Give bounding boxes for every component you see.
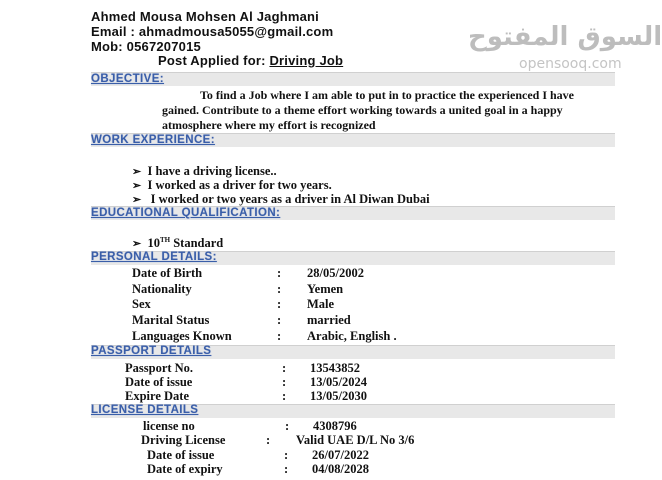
arrow-bullet-icon: ➢ [132,166,142,178]
personal-value-nationality: Yemen [307,282,344,296]
opensooq-watermark-english: opensooq.com [519,56,622,72]
passport-details-heading: PASSPORT DETAILS [91,345,212,357]
license-details-heading: LICENSE DETAILS [91,404,199,416]
mobile-line: Mob: 0567207015 [91,39,201,54]
license-label-driving: Driving License [141,433,226,447]
personal-label-marital: Marital Status [132,313,210,327]
separator: : [277,313,282,327]
separator: : [277,329,282,343]
separator: : [282,361,287,375]
separator: : [284,462,289,476]
license-value-issue: 26/07/2022 [312,448,369,462]
list-item [132,236,223,251]
personal-value-languages: Arabic, English . [307,329,397,343]
license-label-issue: Date of issue [147,448,215,462]
separator: : [284,448,289,462]
passport-value-expire: 13/05/2030 [310,389,367,403]
separator: : [285,419,290,433]
license-label-expiry: Date of expiry [147,462,223,476]
arrow-bullet-icon: ➢ [132,180,142,192]
license-label-number: license no [143,419,195,433]
opensooq-watermark-arabic: السوق المفتوح [468,22,662,52]
work-experience-heading: WORK EXPERIENCE: [91,134,215,146]
license-value-driving: Valid UAE D/L No 3/6 [296,433,415,447]
passport-value-number: 13543852 [310,361,360,375]
arrow-bullet-icon: ➢ [132,238,142,251]
work-item-2: I worked as a driver for two years. [147,178,332,192]
work-item-3: I worked or two years as a driver in Al Diwan Dubai [147,192,430,206]
passport-label-issue: Date of issue [125,375,193,389]
post-applied-value: Driving Job [269,53,344,68]
education-heading: EDUCATIONAL QUALIFICATION: [91,207,281,219]
passport-label-number: Passport No. [125,361,194,375]
separator: : [282,389,287,403]
objective-line-3: atmosphere where my effort is recognized [162,118,376,132]
post-applied-label: Post Applied for: [158,53,270,68]
passport-value-issue: 13/05/2024 [310,375,367,389]
personal-details-heading: PERSONAL DETAILS: [91,251,217,263]
personal-value-dob: 28/05/2002 [307,266,364,280]
list-item [132,164,277,179]
personal-label-languages: Languages Known [132,329,232,343]
license-value-expiry: 04/08/2028 [312,462,369,476]
personal-label-sex: Sex [132,297,151,311]
personal-value-sex: Male [307,297,335,311]
personal-label-nationality: Nationality [132,282,192,296]
list-item [132,178,332,193]
separator: : [277,266,282,280]
post-applied [158,53,343,68]
separator: : [277,297,282,311]
objective-heading: OBJECTIVE: [91,73,165,85]
objective-line-2: gained. Contribute to a theme effort working towards a united goal in a happy [162,103,563,117]
separator: : [282,375,287,389]
education-item: 10TH Standard [147,236,224,251]
work-item-1: I have a driving license.. [147,164,277,178]
separator: : [266,433,271,447]
passport-label-expire: Expire Date [125,389,189,403]
separator: : [277,282,282,296]
applicant-name: Ahmed Mousa Mohsen Al Jaghmani [91,9,319,24]
section-shade [91,72,615,86]
arrow-bullet-icon: ➢ [132,194,142,206]
license-value-number: 4308796 [313,419,357,433]
email-line: Email : ahmadmousa5055@gmail.com [91,24,334,39]
personal-label-dob: Date of Birth [132,266,203,280]
list-item [132,192,430,207]
objective-line-1: To find a Job where I am able to put in to practice the experienced I have [200,88,574,102]
personal-value-marital: married [307,313,351,327]
